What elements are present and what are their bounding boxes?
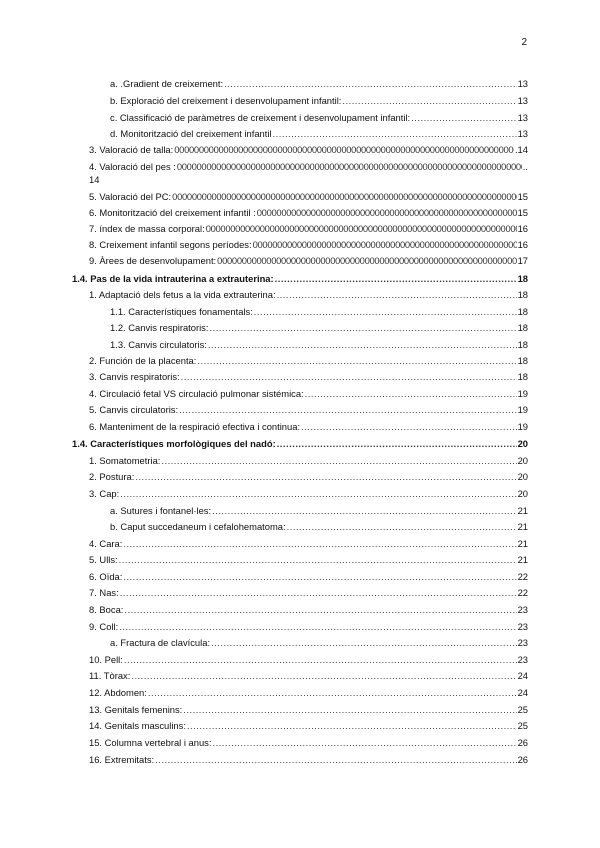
toc-entry[interactable] [89,254,528,267]
toc-entry-label: 1.3. Canvis circulatoris: [110,339,207,350]
toc-entry[interactable] [89,206,528,219]
toc-entry-page: 26 [517,737,528,748]
toc-entry-page: 23 [517,621,528,632]
toc-entry-page: 13 [517,112,528,123]
toc-entry-page: 16 [517,239,528,250]
toc-entry[interactable] [89,703,528,716]
toc-entry[interactable] [110,111,528,124]
toc-entry-page: .14 [514,144,528,155]
toc-entry-label: 3. Canvis respiratoris: [89,371,180,382]
toc-entry[interactable] [89,222,528,235]
toc-entry[interactable] [89,537,528,550]
toc-entry-page: 18 [517,355,528,366]
toc-entry-page: 19 [517,388,528,399]
toc-entry-label: 7. Nas: [89,587,119,598]
toc-entry-page: 25 [517,720,528,731]
toc-entry-page: 25 [517,704,528,715]
toc-entry-page: 18 [517,289,528,300]
toc-entry[interactable] [110,338,528,351]
toc-entry-page: 20 [517,488,528,499]
toc-entry-page: 21 [517,521,528,532]
page-number: 2 [521,37,527,48]
toc-entry[interactable] [89,669,528,682]
toc-entry-page: 24 [517,687,528,698]
toc-entry-label: 9. Àrees de desenvolupament: [89,255,217,266]
toc-entry-label: 6. Manteniment de la respiració efectiva i continua: [89,421,301,432]
toc-entry-page-wrapped: 14 [89,174,100,185]
toc-entry[interactable] [110,77,528,90]
toc-entry[interactable] [89,603,528,616]
toc-entry-label: 1.4. Pas de la vida intrauterina a extrauterina: [72,273,274,284]
toc-entry-label: 7. índex de massa corporal: [89,223,205,234]
toc-entry-page: 16 [517,223,528,234]
toc-entry-page: 18 [517,306,528,317]
toc-entry[interactable] [89,190,528,203]
toc-entry-label: c. Classificació de paràmetres de creixement i desenvolupament infantil: [110,112,411,123]
toc-entry-page: 15 [517,207,528,218]
toc-entry-page: 19 [517,421,528,432]
toc-entry-page: 23 [517,654,528,665]
toc-entry[interactable] [89,753,528,766]
toc-entry-page: .. [522,161,528,172]
toc-entry-label: a. .Gradient de creixement: [110,78,224,89]
toc-section-heading[interactable] [72,272,528,285]
toc-section-heading[interactable] [72,437,528,450]
toc-entry-label: 1.4. Característiques morfològiques del nadó: [72,438,276,449]
toc-entry[interactable] [89,238,528,251]
toc-entry[interactable] [89,454,528,467]
toc-entry-page: 15 [517,191,528,202]
toc-entry-label: 5. Canvis circulatoris: [89,404,179,415]
toc-entry[interactable] [89,387,528,400]
toc-entry[interactable] [89,736,528,749]
toc-entry-label: 5. Ulls: [89,554,118,565]
toc-entry-label: 1.1. Característiques fonamentals: [110,306,253,317]
toc-entry[interactable] [89,370,528,383]
toc-entry-label: 3. Cap: [89,488,120,499]
toc-entry-page: 26 [517,754,528,765]
toc-entry[interactable] [89,420,528,433]
toc-entry-page: 13 [517,128,528,139]
toc-entry[interactable] [89,143,528,156]
toc-entry-label: a. Fractura de clavícula: [110,637,211,648]
toc-entry-label: 6. Monitorització del creixement infantil : [89,207,256,218]
toc-entry-label: 14. Genitals masculins: [89,720,186,731]
toc-entry-label: 1.2. Canvis respiratoris: [110,322,209,333]
toc-entry-page: 18 [517,339,528,350]
toc-entry[interactable] [110,321,528,334]
toc-entry-label: 9. Coll: [89,621,119,632]
toc-entry[interactable] [89,487,528,500]
toc-entry-page: 23 [517,637,528,648]
toc-entry[interactable] [89,403,528,416]
toc-entry-page: 18 [517,322,528,333]
toc-entry-page: 17 [517,255,528,266]
toc-entry-page: 13 [517,78,528,89]
toc-entry[interactable] [89,570,528,583]
toc-entry-label: 4. Cara: [89,538,123,549]
toc-entry-page: 21 [517,505,528,516]
toc-entry[interactable] [110,127,528,140]
toc-entry-page: 23 [517,604,528,615]
toc-entry-label: d. Monitorització del creixement infantil [110,128,272,139]
toc-entry-label: 5. Valoració del PC: [89,191,172,202]
toc-entry[interactable] [110,636,528,649]
toc-entry[interactable] [89,354,528,367]
toc-entry-label: 2. Función de la placenta: [89,355,197,366]
toc-entry-page: 22 [517,571,528,582]
toc-entry-page: 13 [517,95,528,106]
toc-entry[interactable] [89,470,528,483]
toc-entry-page: 19 [517,404,528,415]
toc-entry-page: 21 [517,554,528,565]
toc-entry-label: a. Sutures i fontanel·les: [110,505,212,516]
toc-entry-label: 6. Oïda: [89,571,123,582]
toc-entry-label: 4. Valoració del pes : [89,161,176,172]
toc-entry-label: 15. Columna vertebral i anus: [89,737,212,748]
toc-entry[interactable] [89,160,528,173]
toc-entry-page: 22 [517,587,528,598]
toc-entry[interactable] [89,586,528,599]
toc-entry[interactable] [89,653,528,666]
toc-entry-label: b. Caput succedaneum i cefalohematoma: [110,521,286,532]
toc-entry[interactable] [110,520,528,533]
toc-entry[interactable] [110,305,528,318]
toc-entry[interactable] [89,686,528,699]
toc-entry-label: 3. Valoració de talla: [89,144,174,155]
toc-entry-page: 24 [517,670,528,681]
toc-entry-label: 10. Pell: [89,654,123,665]
toc-entry[interactable] [110,504,528,517]
toc-entry-label: 8. Creixement infantil segons períodes: [89,239,252,250]
toc-entry-page: 18 [517,371,528,382]
toc-entry-page: 21 [517,538,528,549]
toc-entry-page: 20 [517,471,528,482]
toc-entry-label: 16. Extremitats: [89,754,155,765]
toc-entry-page: 20 [517,438,528,449]
toc-entry[interactable] [89,719,528,732]
toc-entry-page: 20 [517,455,528,466]
toc-entry-label: 13. Genitals femenins: [89,704,183,715]
toc-entry[interactable] [89,553,528,566]
toc-entry-label: 8. Boca: [89,604,124,615]
toc-entry-label: 1. Adaptació dels fetus a la vida extrauterina: [89,289,276,300]
toc-entry-label: 1. Somatometria: [89,455,161,466]
toc-entry-label: 11. Tòrax: [89,670,131,681]
toc-entry-label: 2. Postura: [89,471,135,482]
toc-entry-page: 18 [517,273,528,284]
toc-entry[interactable] [89,288,528,301]
toc-entry-label: 12. Abdomen: [89,687,147,698]
toc-entry-label: 4. Circulació fetal VS circulació pulmonar sistémica: [89,388,304,399]
toc-entry-label: b. Exploració del creixement i desenvolupament infantil: [110,95,342,106]
toc-entry[interactable] [110,94,528,107]
toc-entry[interactable] [89,620,528,633]
